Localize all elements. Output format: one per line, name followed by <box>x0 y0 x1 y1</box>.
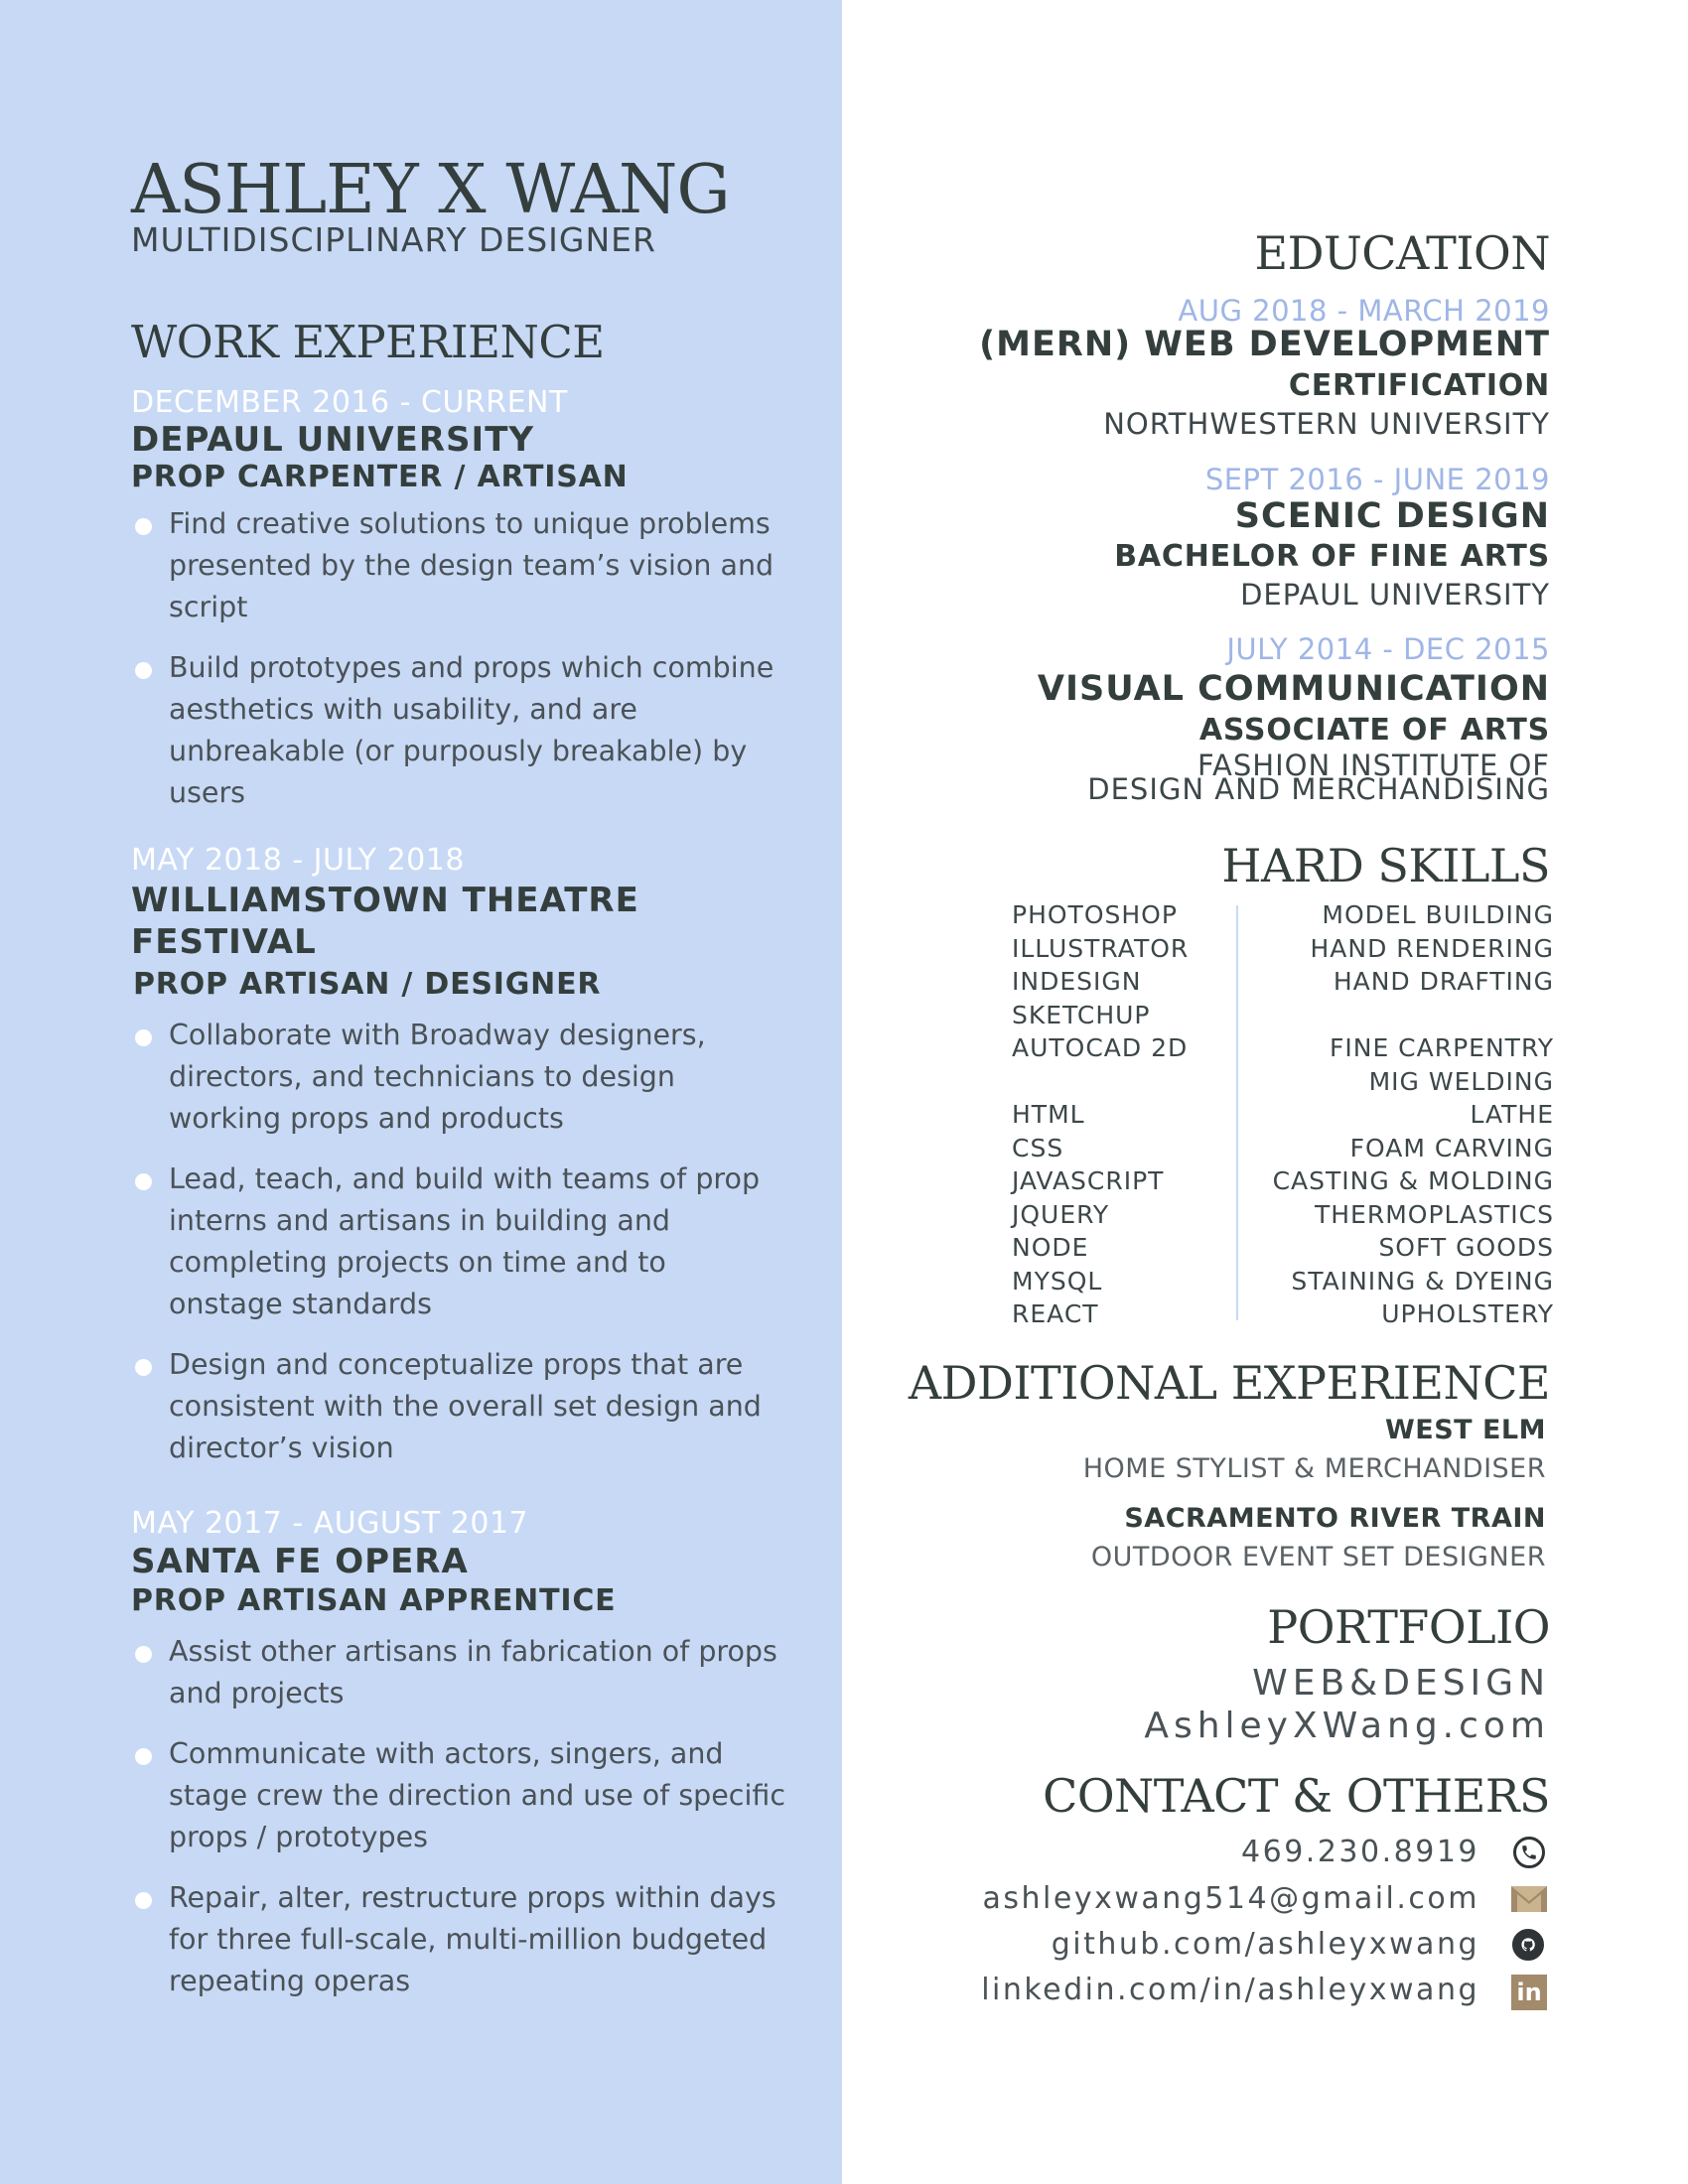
edu-2-institution: DEPAUL UNIVERSITY <box>1240 578 1550 612</box>
portfolio-link[interactable]: AshleyXWang.com <box>1144 1706 1550 1746</box>
additional-2-role: OUTDOOR EVENT SET DESIGNER <box>1090 1542 1546 1572</box>
bullet-dot-icon <box>135 518 152 535</box>
skill-item: FINE CARPENTRY <box>1329 1033 1554 1062</box>
skill-item: MIG WELDING <box>1368 1066 1554 1096</box>
skill-item: HTML <box>1012 1100 1085 1129</box>
edu-1-degree: CERTIFICATION <box>1288 368 1550 403</box>
edu-1-title: (MERN) WEB DEVELOPMENT <box>979 325 1550 364</box>
edu-2-degree: BACHELOR OF FINE ARTS <box>1114 539 1550 574</box>
additional-experience-heading: ADDITIONAL EXPERIENCE <box>908 1356 1550 1410</box>
resume-name: ASHLEY X WANG <box>131 151 730 229</box>
job-3-bullet-1: Assist other artisans in fabrication of props and projects <box>131 1631 786 1714</box>
skills-left-column <box>1012 898 1189 1331</box>
skill-item: THERMOPLASTICS <box>1314 1199 1554 1229</box>
job-3-dates: MAY 2017 - AUGUST 2017 <box>131 1506 529 1541</box>
skill-item: SKETCHUP <box>1012 1000 1151 1029</box>
phone-glyph-icon <box>1520 1843 1538 1861</box>
skill-item: ILLUSTRATOR <box>1012 933 1190 963</box>
skill-item: JQUERY <box>1012 1199 1110 1229</box>
skills-right-column <box>1273 898 1554 1331</box>
bullet-dot-icon <box>135 1029 152 1046</box>
skill-item: CSS <box>1012 1133 1064 1162</box>
skill-item: JAVASCRIPT <box>1012 1166 1165 1195</box>
additional-2-org: SACRAMENTO RIVER TRAIN <box>1124 1503 1546 1534</box>
edu-3-dates: JULY 2014 - DEC 2015 <box>1226 632 1550 666</box>
bullet-dot-icon <box>135 1892 152 1909</box>
job-1-org: DEPAUL UNIVERSITY <box>131 420 535 460</box>
edu-2-dates: SEPT 2016 - JUNE 2019 <box>1204 463 1550 496</box>
edu-3-title: VISUAL COMMUNICATION <box>1037 669 1550 709</box>
job-2-bullet-2: Lead, teach, and build with teams of prop interns and artisans in building and completing projects on time and to onstage standards <box>131 1159 786 1325</box>
portfolio-tagline: WEB&DESIGN <box>1252 1663 1550 1704</box>
portfolio-heading: PORTFOLIO <box>1267 1600 1550 1654</box>
job-3-bullet-3: Repair, alter, restructure props within days for three full-scale, multi-million budgeted repeating operas <box>131 1877 786 2002</box>
contact-github[interactable]: github.com/ashleyxwang <box>1051 1927 1479 1962</box>
skill-item: SOFT GOODS <box>1378 1233 1554 1262</box>
skill-item: MYSQL <box>1012 1266 1103 1296</box>
job-2-bullet-1: Collaborate with Broadway designers, directors, and technicians to design working props and products <box>131 1015 786 1140</box>
edu-2-title: SCENIC DESIGN <box>1234 496 1550 536</box>
job-2-role: PROP ARTISAN / DESIGNER <box>133 967 602 1002</box>
skill-item: STAINING & DYEING <box>1291 1266 1554 1296</box>
job-2-org-line1: WILLIAMSTOWN THEATRE <box>131 881 639 920</box>
work-experience-heading: WORK EXPERIENCE <box>131 316 605 368</box>
mail-icon <box>1509 1884 1549 1914</box>
skill-item: MODEL BUILDING <box>1322 900 1554 929</box>
skill-item: HAND DRAFTING <box>1333 967 1554 996</box>
bullet-dot-icon <box>135 662 152 679</box>
skill-item: INDESIGN <box>1012 967 1142 996</box>
skill-item: UPHOLSTERY <box>1381 1299 1554 1328</box>
contact-phone[interactable]: 469.230.8919 <box>1241 1835 1479 1869</box>
job-3-bullet-2: Communicate with actors, singers, and stage crew the direction and use of specific props / prototypes <box>131 1733 786 1858</box>
skill-item: CASTING & MOLDING <box>1272 1166 1554 1195</box>
bullet-dot-icon <box>135 1359 152 1376</box>
edu-3-institution-line1: FASHION INSTITUTE OF <box>1197 749 1550 782</box>
skill-spacer <box>1273 999 1554 1032</box>
hard-skills-heading: HARD SKILLS <box>1221 839 1550 892</box>
bullet-dot-icon <box>135 1646 152 1663</box>
bullet-dot-icon <box>135 1173 152 1190</box>
additional-1-role: HOME STYLIST & MERCHANDISER <box>1082 1453 1546 1484</box>
job-1-role: PROP CARPENTER / ARTISAN <box>131 460 629 494</box>
skill-item: FOAM CARVING <box>1349 1133 1554 1162</box>
mail-glyph-icon <box>1509 1884 1549 1914</box>
skill-item: REACT <box>1012 1299 1099 1328</box>
github-glyph-icon <box>1519 1936 1537 1954</box>
edu-3-degree: ASSOCIATE OF ARTS <box>1198 713 1550 748</box>
bullet-dot-icon <box>135 1748 152 1765</box>
phone-icon <box>1513 1837 1545 1868</box>
edu-3-institution-line2: DESIGN AND MERCHANDISING <box>1087 772 1550 806</box>
skill-item: HAND RENDERING <box>1310 933 1554 963</box>
additional-1-org: WEST ELM <box>1384 1415 1546 1445</box>
contact-linkedin[interactable]: linkedin.com/in/ashleyxwang <box>981 1973 1479 2007</box>
skill-item: LATHE <box>1470 1100 1554 1129</box>
job-2-bullets <box>131 1015 786 1488</box>
job-2-dates: MAY 2018 - JULY 2018 <box>131 843 465 878</box>
edu-1-institution: NORTHWESTERN UNIVERSITY <box>1103 407 1550 441</box>
job-1-bullet-1: Find creative solutions to unique problems presented by the design team’s vision and script <box>131 503 786 628</box>
job-1-bullet-2: Build prototypes and props which combine aesthetics with usability, and are unbreakable (or purpously breakable) by users <box>131 647 786 814</box>
job-2-org-line2: FESTIVAL <box>131 922 317 962</box>
education-heading: EDUCATION <box>1254 226 1550 280</box>
contact-heading: CONTACT & OTHERS <box>1043 1769 1550 1823</box>
skill-item: NODE <box>1012 1233 1089 1262</box>
skill-item: PHOTOSHOP <box>1012 900 1178 929</box>
edu-1-dates: AUG 2018 - MARCH 2019 <box>1178 294 1550 328</box>
job-3-bullets <box>131 1631 786 2021</box>
linkedin-icon: in <box>1511 1975 1547 2010</box>
job-3-role: PROP ARTISAN APPRENTICE <box>131 1583 617 1618</box>
skills-divider <box>1236 905 1238 1320</box>
skill-item: AUTOCAD 2D <box>1012 1033 1189 1062</box>
resume-subtitle: MULTIDISCIPLINARY DESIGNER <box>131 220 656 259</box>
job-1-dates: DECEMBER 2016 - CURRENT <box>131 385 568 420</box>
job-1-bullets <box>131 503 786 833</box>
job-3-org: SANTA FE OPERA <box>131 1542 469 1581</box>
contact-email[interactable]: ashleyxwang514@gmail.com <box>982 1881 1479 1916</box>
job-2-bullet-3: Design and conceptualize props that are consistent with the overall set design and director’s vision <box>131 1344 786 1469</box>
github-icon <box>1512 1929 1544 1961</box>
skill-spacer <box>1012 1065 1189 1099</box>
